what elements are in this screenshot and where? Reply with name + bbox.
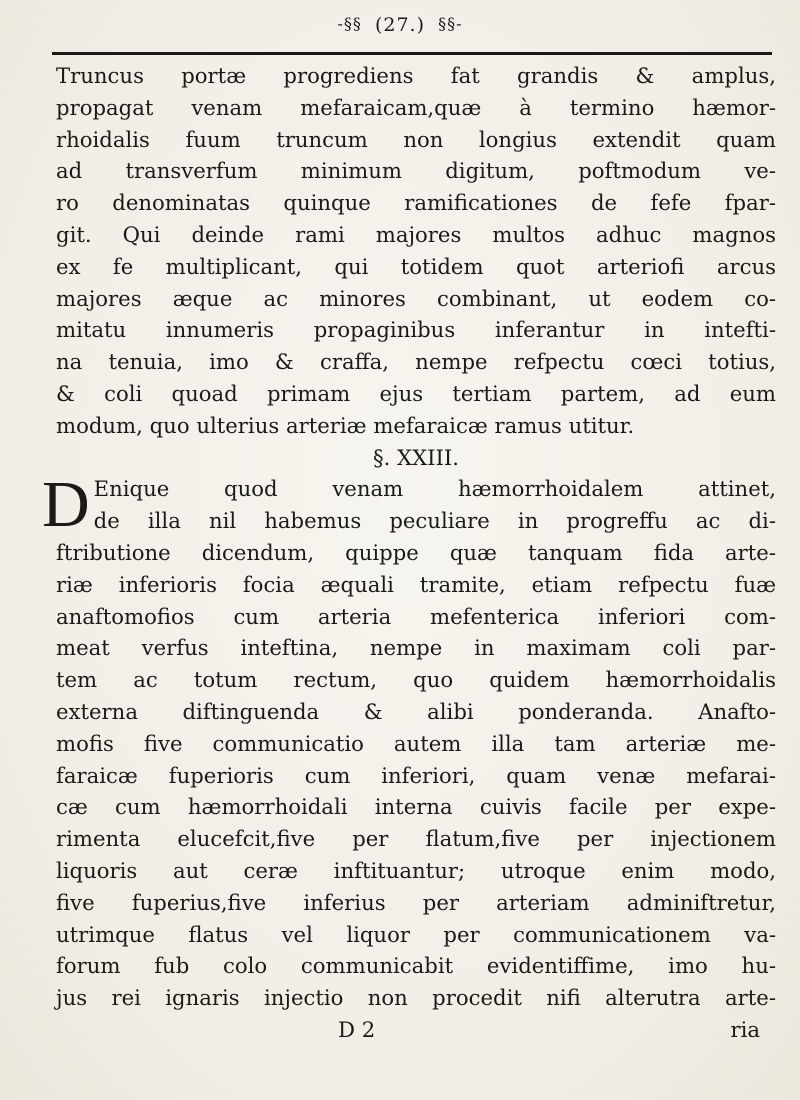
text-line: five fuperius,five inferius per arteriam adminiftretur, (56, 889, 776, 915)
text-line: forum fub colo communicabit evidentiffime, imo hu- (56, 953, 776, 979)
text-line: jus rei ignaris injectio non procedit nifi alterutra arte- (56, 985, 776, 1011)
left-ornament: -§§ (337, 14, 362, 33)
text-line: ad transverfum minimum digitum, poftmodum ve- (56, 158, 776, 184)
paragraph-1 (56, 60, 776, 442)
text-line: rimenta elucefcit,five per flatum,five per injectionem (56, 826, 776, 852)
text-line: liquoris aut ceræ inftituantur; utroque enim modo, (56, 857, 776, 883)
section-heading: §. XXIII. (372, 444, 460, 470)
text-line: anaftomofios cum arteria mefenterica inferiori com- (56, 603, 776, 629)
text-line: rhoidalis fuum truncum non longius extendit quam (56, 126, 776, 152)
text-line: na tenuia, imo & craffa, nempe refpectu cœci totius, (56, 349, 776, 375)
paragraph-2 (42, 468, 776, 1014)
text-line: mofis five communicatio autem illa tam arteriæ me- (56, 730, 776, 756)
text-line: utrimque flatus vel liquor per communicationem va- (56, 921, 776, 947)
text-line: cæ cum hæmorrhoidali interna cuivis facile per expe- (56, 794, 776, 820)
page-footer (56, 1014, 776, 1045)
text-line: git. Qui deinde rami majores multos adhuc magnos (56, 221, 776, 247)
text-line: ro denominatas quinque ramificationes de fefe fpar- (56, 190, 776, 216)
text-line: meat verfus inteftina, nempe in maximam coli par- (56, 635, 776, 661)
text-line: externa diftinguenda & alibi ponderanda. Anafto- (56, 698, 776, 724)
text-line: mitatu innumeris propaginibus inferantur in intefti- (56, 317, 776, 343)
text-line: propagat venam mefaraicam,quæ à termino hæmor- (56, 94, 776, 120)
catchword: ria (730, 1016, 760, 1042)
text-line: ftributione dicendum, quippe quæ tanquam fida arte- (56, 539, 776, 565)
text-line: riæ inferioris focia æquali tramite, etiam refpectu fuæ (56, 571, 776, 597)
body-text (42, 60, 776, 1045)
right-ornament: §§- (438, 14, 463, 33)
text-line: Enique quod venam hæmorrhoidalem attinet, (93, 476, 776, 502)
signature-mark: D 2 (338, 1016, 376, 1042)
header-rule (52, 52, 772, 55)
drop-cap: D (42, 468, 90, 542)
text-line: tem ac totum rectum, quo quidem hæmorrhoidalis (56, 667, 776, 693)
text-line: majores æque ac minores combinant, ut eodem co- (56, 285, 776, 311)
page-number: (27.) (374, 14, 426, 36)
text-line: de illa nil habemus peculiare in progreffu ac di- (93, 508, 776, 534)
text-line: faraicæ fuperioris cum inferiori, quam venæ mefarai- (56, 762, 776, 788)
text-line: modum, quo ulterius arteriæ mefaraicæ ramus utitur. (56, 412, 635, 438)
text-line: Truncus portæ progrediens fat grandis & amplus, (56, 63, 776, 88)
text-line: ex fe multiplicant, qui totidem quot arteriofi arcus (56, 253, 776, 279)
text-line: & coli quoad primam ejus tertiam partem, ad eum (56, 380, 776, 406)
running-header (0, 14, 800, 36)
